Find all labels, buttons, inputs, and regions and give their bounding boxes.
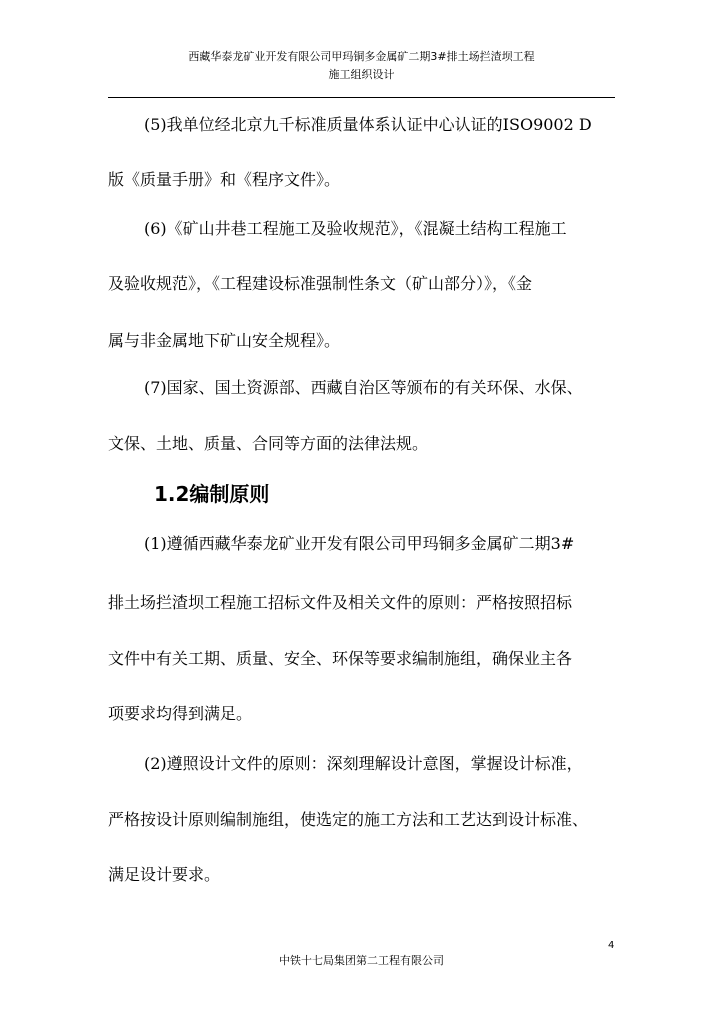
section-heading: 1.2编制原则 [154, 482, 270, 506]
paragraph-line: 项要求均得到满足。 [108, 704, 253, 723]
paragraph-line: 及验收规范》，《工程建设标准强制性条文（矿山部分）》，《金 [108, 274, 533, 293]
paragraph-line: (5)我单位经北京九千标准质量体系认证中心认证的ISO9002 D [144, 115, 592, 134]
paragraph-line: 版《质量手册》和《程序文件》。 [108, 170, 341, 189]
paragraph-line: (1)遵循西藏华泰龙矿业开发有限公司甲玛铜多金属矿二期3# [144, 534, 575, 553]
paragraph-line: (6)《矿山井巷工程施工及验收规范》，《混凝土结构工程施工 [144, 219, 567, 238]
page-header [108, 48, 615, 84]
header-divider [108, 97, 615, 98]
paragraph-line: 严格按设计原则编制施组，使选定的施工方法和工艺达到设计标准、 [108, 810, 589, 829]
paragraph-line: (2)遵照设计文件的原则：深刻理解设计意图，掌握设计标准， [144, 754, 583, 773]
header-subtitle: 施工组织设计 [328, 68, 395, 81]
header-title: 西藏华泰龙矿业开发有限公司甲玛铜多金属矿二期3#排土场拦渣坝工程 [188, 50, 535, 63]
paragraph-line: 属与非金属地下矿山安全规程》。 [108, 331, 341, 350]
paragraph-line: (7)国家、国土资源部、西藏自治区等颁布的有关环保、水保、 [144, 378, 583, 397]
paragraph-line: 满足设计要求。 [108, 865, 221, 884]
paragraph-line: 文保、土地、质量、合同等方面的法律法规。 [108, 434, 429, 453]
page-footer: 中铁十七局集团第二工程有限公司 [279, 954, 444, 967]
paragraph-line: 文件中有关工期、质量、安全、环保等要求编制施组，确保业主各 [108, 649, 573, 668]
page-number: 4 [608, 940, 615, 951]
paragraph-line: 排土场拦渣坝工程施工招标文件及相关文件的原则：严格按照招标 [108, 593, 573, 612]
